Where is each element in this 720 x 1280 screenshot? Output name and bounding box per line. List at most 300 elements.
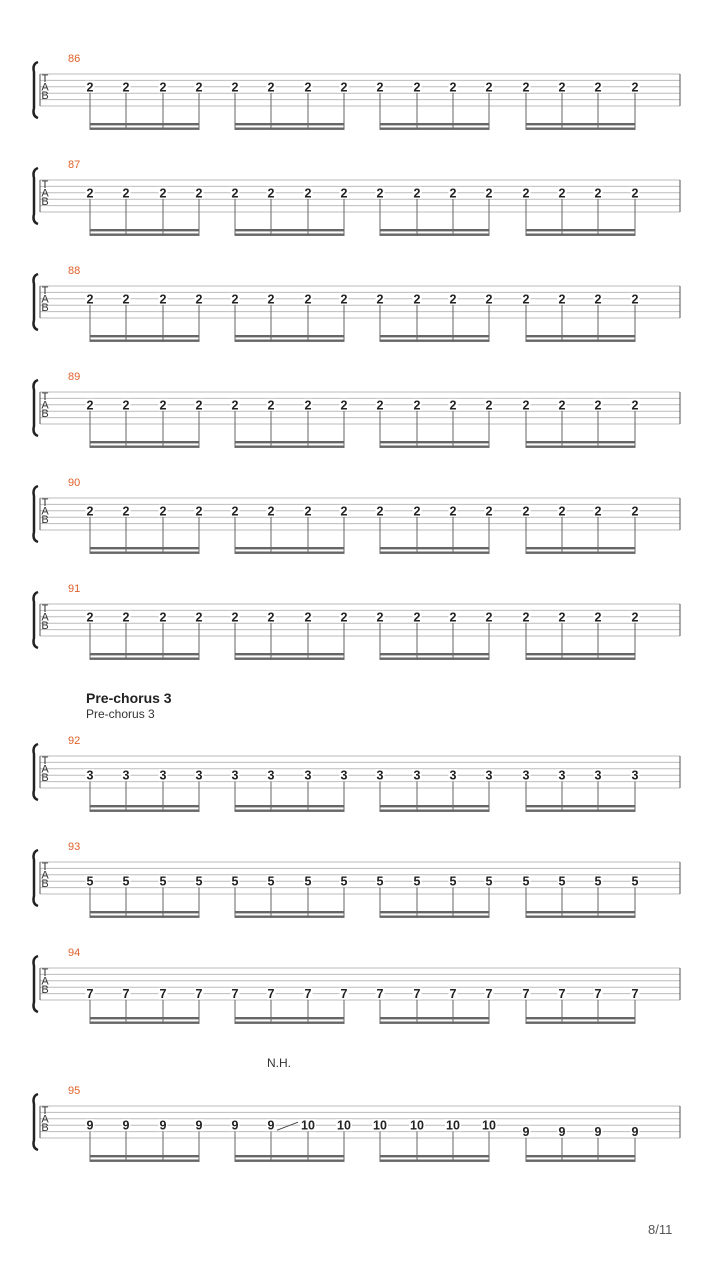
fret-number: 2 (522, 398, 530, 413)
measure-number: 87 (68, 159, 81, 171)
fret-number: 2 (267, 610, 275, 625)
fret-number: 2 (631, 504, 639, 519)
tab-system (34, 583, 681, 660)
beam (526, 911, 635, 913)
beam (90, 1160, 199, 1162)
fret-number: 2 (159, 398, 167, 413)
measure-number: 91 (68, 583, 81, 595)
fret-number: 2 (376, 292, 384, 307)
beam (90, 446, 199, 448)
beam (90, 1017, 199, 1019)
beam (380, 123, 489, 125)
fret-number: 7 (159, 987, 167, 1002)
fret-number: 7 (304, 987, 312, 1002)
fret-number: 5 (122, 874, 130, 889)
beam (235, 335, 344, 337)
tab-system (34, 159, 681, 236)
tab-clef-letter: A (41, 611, 49, 624)
beam (526, 547, 635, 549)
beam (235, 441, 344, 443)
fret-number: 2 (413, 504, 421, 519)
fret-number: 9 (631, 1125, 639, 1140)
tab-clef-letter: B (41, 196, 49, 208)
natural-harmonic-label: N.H. (267, 1056, 291, 1070)
beam (380, 552, 489, 554)
beam (235, 1017, 344, 1019)
tab-clef-letter: A (41, 869, 49, 882)
fret-number: 2 (159, 80, 167, 95)
tab-clef-letter: T (41, 755, 49, 767)
beam (235, 229, 344, 231)
beam (380, 653, 489, 655)
beam (526, 229, 635, 231)
tab-clef-letter: B (41, 984, 49, 996)
fret-number: 2 (558, 398, 566, 413)
fret-number: 2 (413, 292, 421, 307)
beam (526, 128, 635, 130)
fret-number: 2 (304, 610, 312, 625)
fret-number: 10 (337, 1118, 351, 1133)
fret-number: 2 (376, 80, 384, 95)
fret-number: 5 (86, 874, 94, 889)
fret-number: 2 (122, 186, 130, 201)
beam (235, 552, 344, 554)
measure-number: 95 (68, 1085, 81, 1097)
fret-number: 7 (558, 987, 566, 1002)
beam (235, 1022, 344, 1024)
fret-number: 2 (122, 610, 130, 625)
tab-clef-letter: T (41, 603, 49, 615)
fret-number: 2 (631, 292, 639, 307)
fret-number: 2 (522, 80, 530, 95)
beam (526, 552, 635, 554)
fret-number: 9 (159, 1118, 167, 1133)
fret-number: 2 (195, 186, 203, 201)
fret-number: 5 (231, 874, 239, 889)
beam (526, 658, 635, 660)
section-title: Pre-chorus 3 (86, 690, 172, 706)
fret-number: 7 (340, 987, 348, 1002)
beam (526, 340, 635, 342)
fret-number: 2 (86, 186, 94, 201)
beam (380, 911, 489, 913)
fret-number: 2 (485, 80, 493, 95)
fret-number: 10 (301, 1118, 315, 1133)
beam (526, 441, 635, 443)
fret-number: 2 (86, 504, 94, 519)
fret-number: 2 (340, 292, 348, 307)
fret-number: 2 (340, 80, 348, 95)
measure-number: 86 (68, 53, 81, 65)
beam (90, 1022, 199, 1024)
fret-number: 2 (594, 504, 602, 519)
fret-number: 9 (267, 1118, 275, 1133)
fret-number: 7 (122, 987, 130, 1002)
fret-number: 2 (485, 610, 493, 625)
fret-number: 2 (304, 80, 312, 95)
fret-number: 7 (413, 987, 421, 1002)
fret-number: 2 (631, 398, 639, 413)
fret-number: 2 (558, 186, 566, 201)
fret-number: 3 (340, 768, 348, 783)
fret-number: 2 (340, 398, 348, 413)
fret-number: 9 (195, 1118, 203, 1133)
fret-number: 2 (449, 610, 457, 625)
fret-number: 9 (86, 1118, 94, 1133)
fret-number: 9 (558, 1125, 566, 1140)
beam (90, 916, 199, 918)
tab-system (34, 371, 681, 448)
tab-clef-letter: A (41, 293, 49, 306)
fret-number: 5 (340, 874, 348, 889)
tab-clef-letter: T (41, 967, 49, 979)
fret-number: 2 (594, 186, 602, 201)
fret-number: 2 (413, 610, 421, 625)
fret-number: 3 (159, 768, 167, 783)
fret-number: 5 (304, 874, 312, 889)
fret-number: 7 (594, 987, 602, 1002)
tab-system (34, 947, 681, 1024)
fret-number: 2 (522, 186, 530, 201)
beam (90, 234, 199, 236)
measure-number: 94 (68, 947, 81, 959)
beam (90, 229, 199, 231)
measure-number: 93 (68, 841, 81, 853)
fret-number: 2 (159, 610, 167, 625)
tab-clef-letter: T (41, 1105, 49, 1117)
fret-number: 2 (449, 398, 457, 413)
beam (526, 916, 635, 918)
fret-number: 2 (413, 186, 421, 201)
fret-number: 2 (449, 504, 457, 519)
tab-clef-letter: T (41, 391, 49, 403)
fret-number: 2 (522, 610, 530, 625)
tab-clef-letter: A (41, 1113, 49, 1126)
fret-number: 2 (558, 292, 566, 307)
system-bracket (34, 592, 39, 648)
beam (90, 441, 199, 443)
fret-number: 5 (376, 874, 384, 889)
fret-number: 2 (522, 504, 530, 519)
beam (526, 805, 635, 807)
beam (526, 1160, 635, 1162)
tab-clef-letter: T (41, 179, 49, 191)
fret-number: 2 (376, 398, 384, 413)
beam (380, 229, 489, 231)
tab-clef-letter: T (41, 497, 49, 509)
beam (235, 911, 344, 913)
fret-number: 2 (594, 292, 602, 307)
beam (380, 1155, 489, 1157)
fret-number: 3 (195, 768, 203, 783)
tab-clef-letter: T (41, 861, 49, 873)
beam (90, 552, 199, 554)
system-bracket (34, 850, 39, 906)
system-bracket (34, 1094, 39, 1150)
fret-number: 2 (485, 504, 493, 519)
fret-number: 7 (449, 987, 457, 1002)
fret-number: 2 (449, 80, 457, 95)
fret-number: 10 (446, 1118, 460, 1133)
tab-clef-letter: B (41, 878, 49, 890)
tab-system (34, 735, 681, 812)
fret-number: 2 (340, 610, 348, 625)
fret-number: 9 (122, 1118, 130, 1133)
beam (235, 653, 344, 655)
system-bracket (34, 168, 39, 224)
tab-clef-letter: T (41, 285, 49, 297)
beam (90, 658, 199, 660)
beam (235, 547, 344, 549)
system-bracket (34, 486, 39, 542)
beam (526, 1022, 635, 1024)
fret-number: 2 (195, 80, 203, 95)
fret-number: 9 (594, 1125, 602, 1140)
tab-clef-letter: B (41, 90, 49, 102)
tab-system (34, 265, 681, 342)
beam (526, 234, 635, 236)
fret-number: 5 (449, 874, 457, 889)
fret-number: 2 (594, 80, 602, 95)
fret-number: 2 (631, 80, 639, 95)
beam (380, 234, 489, 236)
fret-number: 3 (122, 768, 130, 783)
fret-number: 2 (195, 292, 203, 307)
fret-number: 2 (231, 398, 239, 413)
slide-line (277, 1122, 298, 1130)
tab-system (34, 53, 681, 130)
fret-number: 5 (594, 874, 602, 889)
fret-number: 2 (304, 398, 312, 413)
fret-number: 10 (410, 1118, 424, 1133)
fret-number: 2 (304, 504, 312, 519)
beam (235, 658, 344, 660)
fret-number: 2 (376, 610, 384, 625)
beam (380, 128, 489, 130)
fret-number: 2 (231, 186, 239, 201)
fret-number: 5 (485, 874, 493, 889)
measure-number: 88 (68, 265, 81, 277)
fret-number: 7 (195, 987, 203, 1002)
fret-number: 2 (122, 80, 130, 95)
fret-number: 3 (631, 768, 639, 783)
fret-number: 2 (376, 504, 384, 519)
tab-system (34, 841, 681, 918)
beam (90, 911, 199, 913)
tab-clef-letter: A (41, 187, 49, 200)
fret-number: 2 (159, 186, 167, 201)
beam (90, 128, 199, 130)
fret-number: 2 (594, 398, 602, 413)
system-bracket (34, 744, 39, 800)
fret-number: 7 (631, 987, 639, 1002)
fret-number: 3 (522, 768, 530, 783)
tab-clef-letter: B (41, 514, 49, 526)
fret-number: 2 (267, 398, 275, 413)
tab-clef-letter: A (41, 81, 49, 94)
beam (380, 446, 489, 448)
fret-number: 2 (122, 504, 130, 519)
fret-number: 2 (594, 610, 602, 625)
fret-number: 3 (594, 768, 602, 783)
beam (235, 234, 344, 236)
fret-number: 10 (373, 1118, 387, 1133)
measure-number: 89 (68, 371, 81, 383)
tab-clef-letter: B (41, 772, 49, 784)
beam (380, 335, 489, 337)
fret-number: 2 (231, 504, 239, 519)
fret-number: 2 (485, 398, 493, 413)
fret-number: 2 (631, 186, 639, 201)
fret-number: 7 (231, 987, 239, 1002)
fret-number: 3 (267, 768, 275, 783)
beam (380, 658, 489, 660)
fret-number: 5 (195, 874, 203, 889)
beam (235, 128, 344, 130)
beam (380, 547, 489, 549)
fret-number: 2 (267, 292, 275, 307)
system-bracket (34, 274, 39, 330)
tab-clef-letter: A (41, 399, 49, 412)
fret-number: 2 (86, 80, 94, 95)
tab-clef-letter: B (41, 302, 49, 314)
measure-number: 92 (68, 735, 81, 747)
fret-number: 2 (86, 292, 94, 307)
fret-number: 9 (231, 1118, 239, 1133)
tab-clef-letter: A (41, 763, 49, 776)
beam (90, 810, 199, 812)
fret-number: 2 (631, 610, 639, 625)
beam (90, 123, 199, 125)
fret-number: 2 (195, 398, 203, 413)
fret-number: 7 (522, 987, 530, 1002)
fret-number: 7 (267, 987, 275, 1002)
beam (380, 340, 489, 342)
fret-number: 2 (485, 292, 493, 307)
tab-clef-letter: T (41, 73, 49, 85)
fret-number: 2 (522, 292, 530, 307)
tab-clef-letter: B (41, 620, 49, 632)
fret-number: 5 (267, 874, 275, 889)
beam (526, 123, 635, 125)
fret-number: 3 (413, 768, 421, 783)
fret-number: 5 (413, 874, 421, 889)
fret-number: 2 (159, 504, 167, 519)
beam (526, 653, 635, 655)
beam (526, 335, 635, 337)
fret-number: 2 (122, 292, 130, 307)
fret-number: 3 (449, 768, 457, 783)
fret-number: 3 (231, 768, 239, 783)
fret-number: 5 (159, 874, 167, 889)
fret-number: 2 (413, 80, 421, 95)
fret-number: 5 (631, 874, 639, 889)
tab-clef-letter: A (41, 505, 49, 518)
fret-number: 3 (485, 768, 493, 783)
fret-number: 3 (86, 768, 94, 783)
beam (235, 446, 344, 448)
beam (380, 810, 489, 812)
beam (90, 805, 199, 807)
beam (235, 805, 344, 807)
tab-clef-letter: B (41, 408, 49, 420)
measure-number: 90 (68, 477, 81, 489)
fret-number: 3 (304, 768, 312, 783)
beam (380, 1160, 489, 1162)
fret-number: 2 (413, 398, 421, 413)
fret-number: 10 (482, 1118, 496, 1133)
fret-number: 2 (340, 504, 348, 519)
beam (235, 1160, 344, 1162)
section-subtitle: Pre-chorus 3 (86, 707, 155, 721)
page-number: 8/11 (648, 1222, 673, 1237)
beam (90, 335, 199, 337)
beam (526, 1155, 635, 1157)
beam (380, 441, 489, 443)
system-bracket (34, 956, 39, 1012)
fret-number: 2 (267, 186, 275, 201)
fret-number: 2 (449, 186, 457, 201)
fret-number: 2 (195, 610, 203, 625)
beam (380, 1022, 489, 1024)
beam (380, 805, 489, 807)
fret-number: 7 (86, 987, 94, 1002)
tab-clef-letter: B (41, 1122, 49, 1134)
fret-number: 3 (558, 768, 566, 783)
fret-number: 3 (376, 768, 384, 783)
beam (235, 916, 344, 918)
system-bracket (34, 380, 39, 436)
beam (380, 916, 489, 918)
beam (90, 547, 199, 549)
tab-clef-letter: A (41, 975, 49, 988)
beam (90, 340, 199, 342)
fret-number: 9 (522, 1125, 530, 1140)
tab-system (34, 477, 681, 554)
fret-number: 2 (485, 186, 493, 201)
beam (235, 123, 344, 125)
tab-system (34, 1056, 681, 1162)
fret-number: 7 (485, 987, 493, 1002)
fret-number: 2 (304, 292, 312, 307)
beam (235, 810, 344, 812)
fret-number: 2 (231, 610, 239, 625)
fret-number: 2 (86, 610, 94, 625)
fret-number: 7 (376, 987, 384, 1002)
fret-number: 2 (267, 80, 275, 95)
beam (380, 1017, 489, 1019)
beam (235, 1155, 344, 1157)
fret-number: 2 (304, 186, 312, 201)
fret-number: 5 (522, 874, 530, 889)
fret-number: 2 (195, 504, 203, 519)
fret-number: 2 (558, 504, 566, 519)
fret-number: 2 (558, 80, 566, 95)
fret-number: 2 (340, 186, 348, 201)
fret-number: 2 (558, 610, 566, 625)
beam (526, 446, 635, 448)
fret-number: 2 (122, 398, 130, 413)
fret-number: 2 (267, 504, 275, 519)
fret-number: 2 (159, 292, 167, 307)
beam (90, 1155, 199, 1157)
beam (90, 653, 199, 655)
fret-number: 5 (558, 874, 566, 889)
fret-number: 2 (86, 398, 94, 413)
fret-number: 2 (231, 292, 239, 307)
fret-number: 2 (449, 292, 457, 307)
fret-number: 2 (231, 80, 239, 95)
